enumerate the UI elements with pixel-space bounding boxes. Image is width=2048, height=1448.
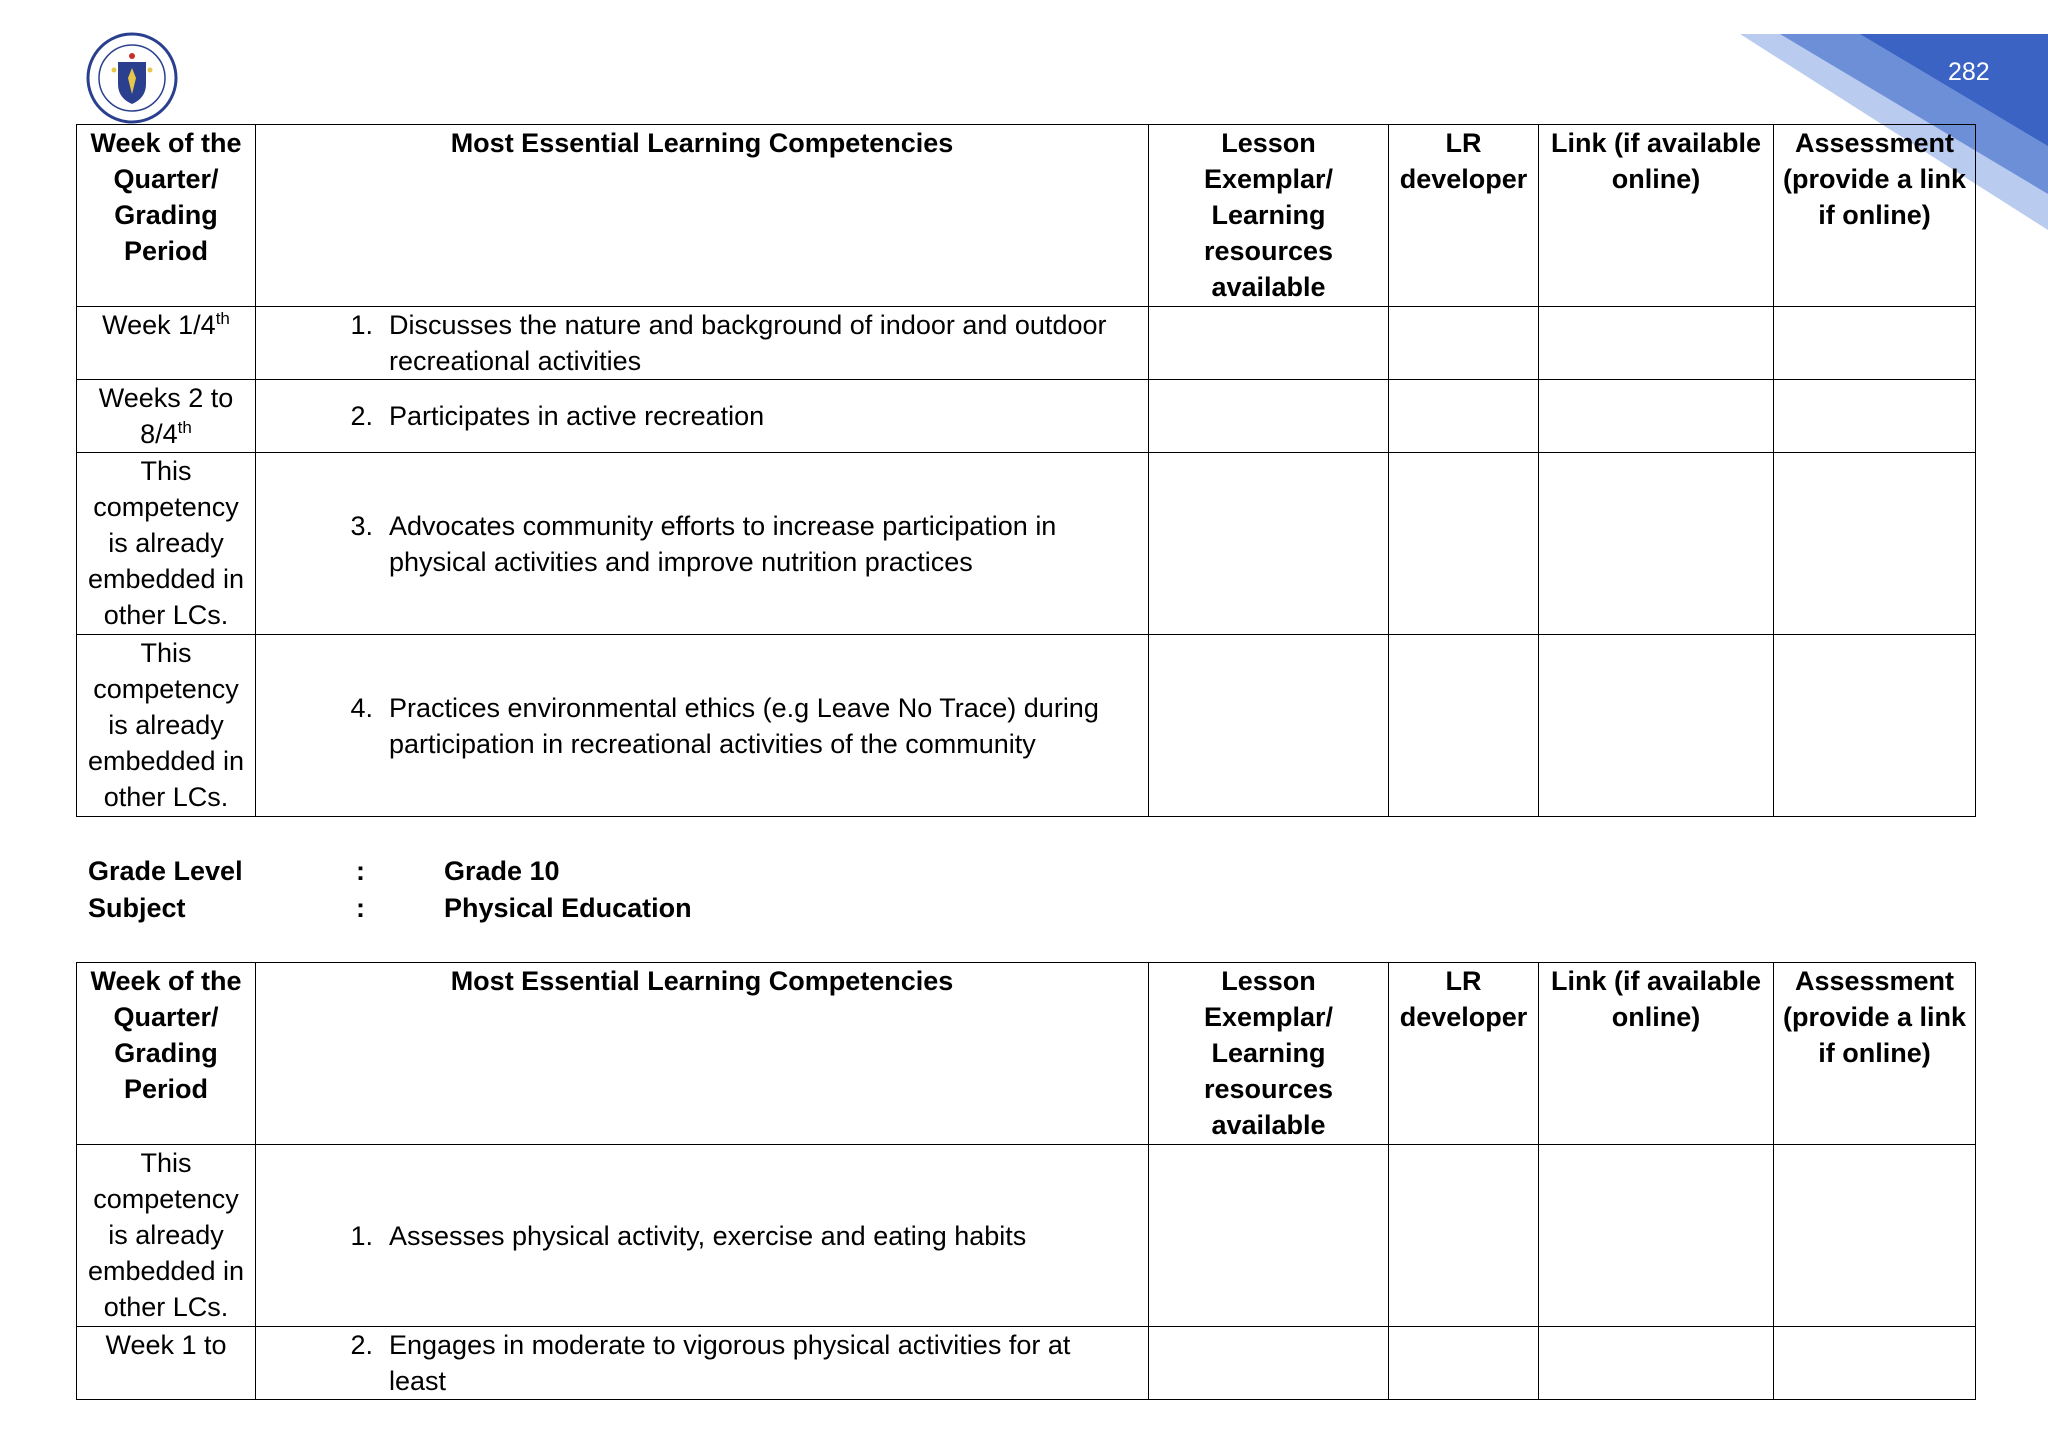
competency-cell <box>256 1145 1149 1327</box>
page-number: 282 <box>1948 58 1990 86</box>
item-number: 3. <box>350 510 373 541</box>
assessment-cell <box>1774 380 1976 453</box>
competency-cell <box>256 453 1149 635</box>
link-cell <box>1539 453 1774 635</box>
melc-table-2 <box>76 962 1976 1400</box>
lr-cell <box>1389 635 1539 817</box>
lesson-cell <box>1149 380 1389 453</box>
week-cell: This competency is already embedded in other LCs. <box>77 635 256 817</box>
item-number: 1. <box>350 1220 373 1251</box>
subject-value: Physical Education <box>444 893 692 923</box>
assessment-cell <box>1774 635 1976 817</box>
competency-text: Engages in moderate to vigorous physical activities for at least <box>389 1330 1071 1396</box>
col-assessment-header: Assessment (provide a link if online) <box>1774 963 1976 1145</box>
competency-cell <box>256 1327 1149 1400</box>
table-row <box>77 380 1976 453</box>
item-number: 4. <box>350 692 373 723</box>
lesson-cell <box>1149 635 1389 817</box>
competency-text: Discusses the nature and background of indoor and outdoor recreational activities <box>389 310 1107 376</box>
item-number: 2. <box>350 1330 373 1360</box>
assessment-cell <box>1774 307 1976 380</box>
col-lesson-header: Lesson Exemplar/ Learning resources available <box>1149 963 1389 1145</box>
separator: : <box>356 856 365 886</box>
week-cell: This competency is already embedded in other LCs. <box>77 1145 256 1327</box>
lr-cell <box>1389 1145 1539 1327</box>
week-cell: Weeks 2 to 8/4th <box>77 380 256 453</box>
competency-cell <box>256 635 1149 817</box>
link-cell <box>1539 380 1774 453</box>
col-week-header: Week of the Quarter/ Grading Period <box>77 963 256 1145</box>
col-melc-header: Most Essential Learning Competencies <box>256 125 1149 307</box>
week-cell: This competency is already embedded in other LCs. <box>77 453 256 635</box>
link-cell <box>1539 1145 1774 1327</box>
competency-cell <box>256 380 1149 453</box>
lr-cell <box>1389 453 1539 635</box>
table-row <box>77 635 1976 817</box>
grade-level-value: Grade 10 <box>444 856 560 886</box>
col-lesson-header: Lesson Exemplar/ Learning resources available <box>1149 125 1389 307</box>
competency-text: Practices environmental ethics (e.g Leave No Trace) during participation in recreational activities of the community <box>389 692 1099 759</box>
item-number: 1. <box>350 310 373 340</box>
col-lr-header: LR developer <box>1389 963 1539 1145</box>
table-row <box>77 1145 1976 1327</box>
grade-level-label: Grade Level <box>88 856 243 886</box>
col-link-header: Link (if available online) <box>1539 125 1774 307</box>
lr-cell <box>1389 1327 1539 1400</box>
col-link-header: Link (if available online) <box>1539 963 1774 1145</box>
table-header-row <box>77 963 1976 1145</box>
week-cell: Week 1/4th <box>77 307 256 380</box>
col-week-header: Week of the Quarter/ Grading Period <box>77 125 256 307</box>
col-assessment-header: Assessment (provide a link if online) <box>1774 125 1976 307</box>
col-melc-header: Most Essential Learning Competencies <box>256 963 1149 1145</box>
lesson-cell <box>1149 1327 1389 1400</box>
link-cell <box>1539 307 1774 380</box>
competency-text: Participates in active recreation <box>389 401 765 431</box>
competency-text: Assesses physical activity, exercise and eating habits <box>389 1220 1027 1251</box>
subject-label: Subject <box>88 893 186 923</box>
competency-cell <box>256 307 1149 380</box>
lesson-cell <box>1149 453 1389 635</box>
competency-text: Advocates community efforts to increase participation in physical activities and improve nutrition practices <box>389 510 1057 577</box>
assessment-cell <box>1774 1327 1976 1400</box>
link-cell <box>1539 635 1774 817</box>
melc-table-1 <box>76 124 1976 817</box>
lesson-cell <box>1149 1145 1389 1327</box>
col-lr-header: LR developer <box>1389 125 1539 307</box>
assessment-cell <box>1774 1145 1976 1327</box>
lr-cell <box>1389 380 1539 453</box>
week-cell: Week 1 to <box>77 1327 256 1400</box>
lr-cell <box>1389 307 1539 380</box>
separator: : <box>356 893 365 923</box>
deped-seal-icon <box>86 32 178 124</box>
item-number: 2. <box>350 401 373 431</box>
table-row <box>77 1327 1976 1400</box>
table-row <box>77 453 1976 635</box>
link-cell <box>1539 1327 1774 1400</box>
assessment-cell <box>1774 453 1976 635</box>
table-row <box>77 307 1976 380</box>
table-header-row <box>77 125 1976 307</box>
lesson-cell <box>1149 307 1389 380</box>
